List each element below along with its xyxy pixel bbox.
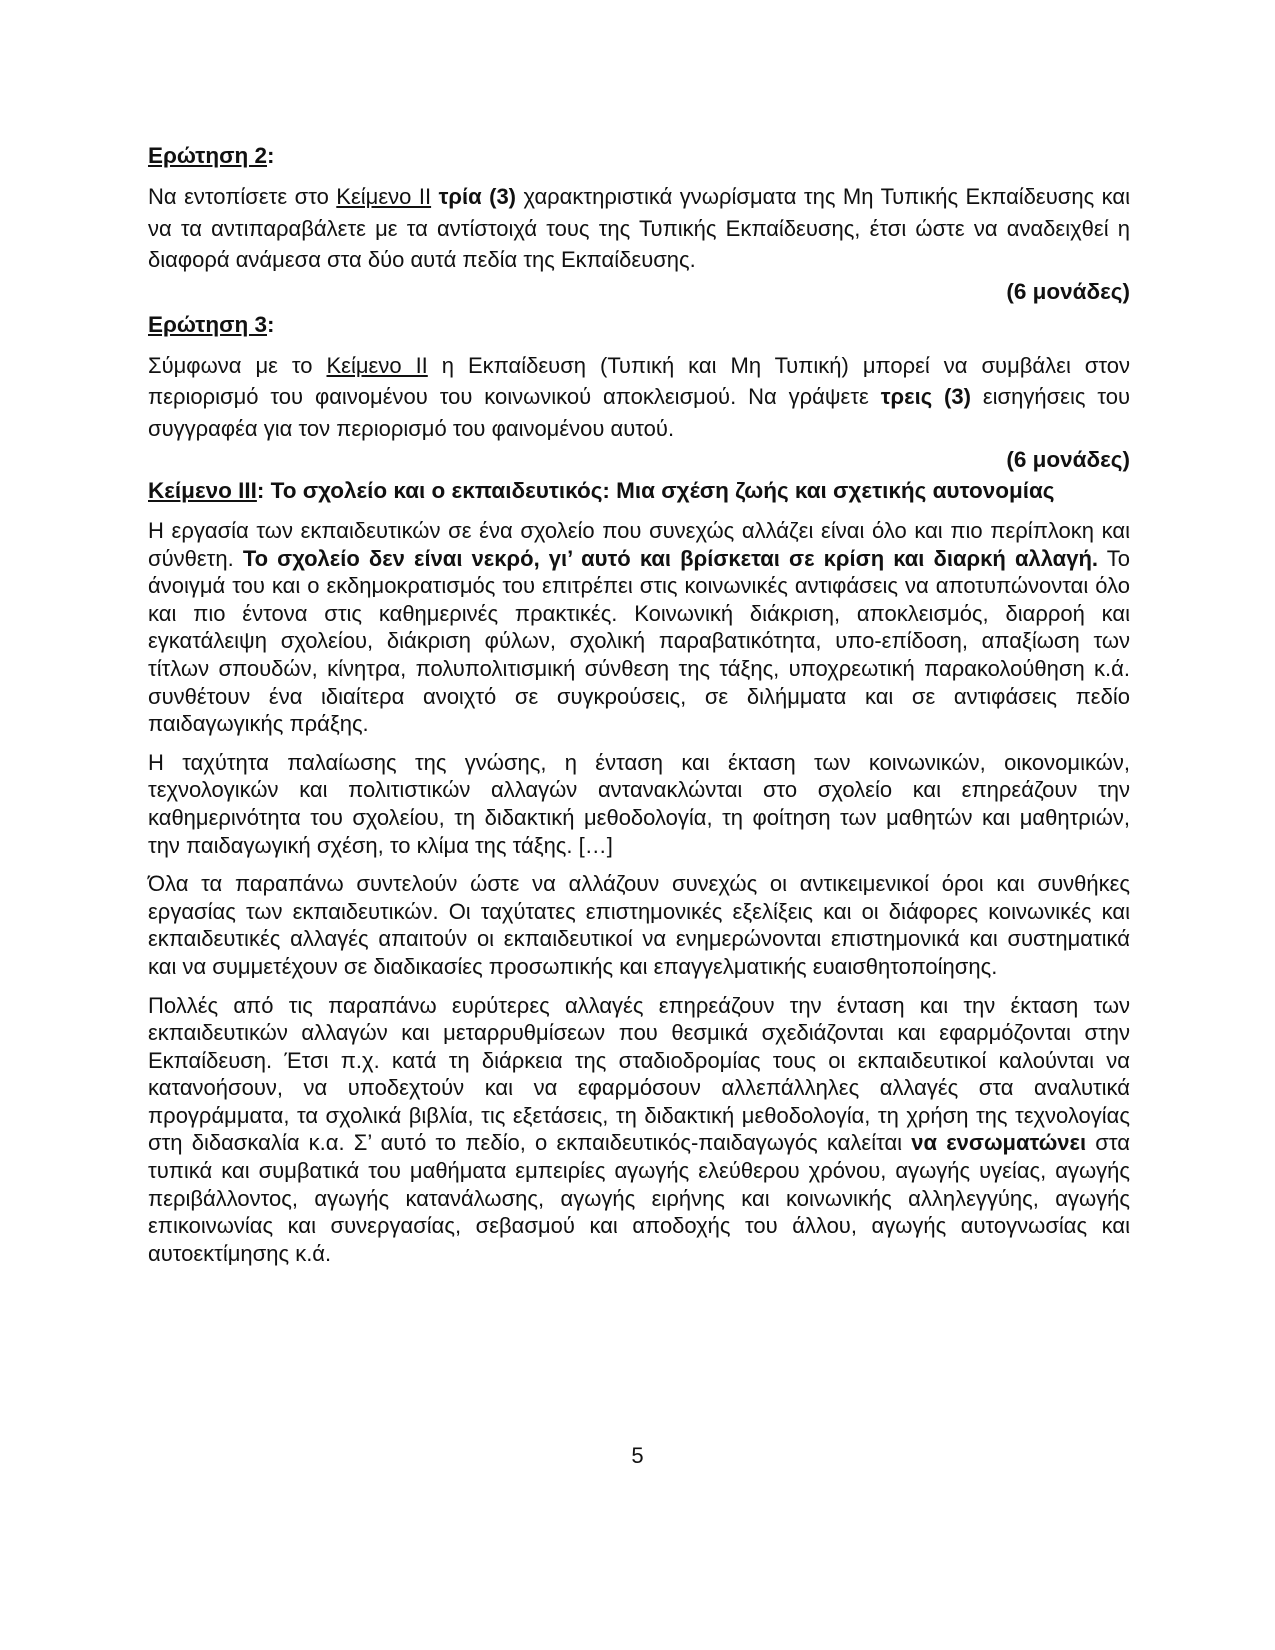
question-2-text-b [431,184,438,209]
question-2-text-bold: τρία (3) [438,184,517,209]
question-3-heading [148,309,1130,340]
text-3-paragraph-3: Όλα τα παραπάνω συντελούν ώστε να αλλάζουν συνεχώς οι αντικειμενικοί όροι και συνθήκες εργασίας των εκπαιδευτικών. Οι ταχύτατες επιστημονικές εξελίξεις και οι διάφορες κοινωνικές και εκπαιδευτικές αλλαγές απαιτούν οι εκπαιδευτικοί να ενημερώνονται επιστημονικά και συστηματικά και να συμμετέχουν σε διαδικασίες προσωπικής και επαγγελματικής ευαισθητοποίησης. [148,871,1130,979]
document-page [148,140,1130,1267]
page-number: 5 [631,1443,644,1468]
text-3-paragraph-4-a: Πολλές από τις παραπάνω ευρύτερες αλλαγές επηρεάζουν την ένταση και την έκταση των εκπαιδευτικών αλλαγών και μεταρρυθμίσεων που θεσμικά σχεδιάζονται και εφαρμόζονται στην Εκπαίδευση. Έτσι π.χ. κατά τη διάρκεια της σταδιοδρομίας τους οι εκπαιδευτικοί καλούνται να κατανοήσουν, να υποδεχτούν και να εφαρμόσουν αλλεπάλληλες αλλαγές στα αναλυτικά προγράμματα, τα σχολικά βιβλία, τις εξετάσεις, τη διδακτική μεθοδολογία, τη χρήση της τεχνολογίας στη διδασκαλία κ.α. Σ’ αυτό το πεδίο, ο εκπαιδευτικός-παιδαγωγός καλείται [148,992,1130,1156]
text-3-title-text: : Το σχολείο και ο εκπαιδευτικός: Μια σχέση ζωής και σχετικής αυτονομίας [256,478,1055,503]
question-2-colon: : [267,143,275,168]
text-3-paragraph-1-b: Το άνοιγμά του και ο εκδημοκρατισμός του επιτρέπει στις κοινωνικές αντιφάσεις να αποτυπώνονται όλο και πιο έντονα στις καθημερινές πρακτικές. Κοινωνική διάκριση, αποκλεισμός, διαρροή και εγκατάλειψη σχολείου, διάκριση φύλων, σχολική παραβατικότητα, υπο-επίδοση, απαξίωση των τίτλων σπουδών, κίνητρα, πολυπολιτισμική σύνθεση της τάξης, υποχρεωτική παρακολούθηση κ.ά. συνθέτουν ένα ιδιαίτερα ανοιχτό σε συγκρούσεις, σε διλήμματα και σε αντιφάσεις πεδίο παιδαγωγικής πράξης. [148,545,1130,737]
question-2-text [148,181,1130,276]
question-3-text-bold: τρεις (3) [880,384,971,409]
text-3-paragraph-1 [148,517,1130,738]
question-2-marks: (6 μονάδες) [1006,278,1130,304]
text-3-title [148,475,1130,506]
text-3-paragraph-4 [148,992,1130,1268]
question-2-text-reference: Κείμενο ΙΙ [336,184,432,209]
question-3-text-reference: Κείμενο ΙΙ [326,352,428,378]
question-3-text-a: Σύμφωνα με το [148,352,327,378]
question-3-colon: : [267,311,275,337]
text-3-label: Κείμενο ΙΙΙ [148,478,257,503]
text-3-paragraph-1-a: Η εργασία των εκπαιδευτικών σε ένα σχολείο που συνεχώς αλλάζει είναι όλο και πιο περίπλοκη και σύνθετη. [148,518,1130,571]
question-2-label: Ερώτηση 2 [148,143,267,168]
question-3-text [148,350,1130,445]
question-3-text-b: η Εκπαίδευση (Τυπική και Μη Τυπική) μπορεί να συμβάλει στον περιορισμό του φαινομένου του κοινωνικού αποκλεισμού. Να γράψετε [148,352,1130,409]
question-2-text-a: Να εντοπίσετε στο [148,184,337,209]
text-3-paragraph-1-bold: Το σχολείο δεν είναι νεκρό, γι’ αυτό και βρίσκεται σε κρίση και διαρκή αλλαγή. [242,545,1098,571]
question-2-text-c: χαρακτηριστικά γνωρίσματα της Μη Τυπικής Εκπαίδευσης και να τα αντιπαραβάλετε με τα αντίστοιχά τους της Τυπικής Εκπαίδευσης, έτσι ώστε να αναδειχθεί η διαφορά ανάμεσα στα δύο αυτά πεδία της Εκπαίδευσης. [148,184,1130,272]
question-3-marks: (6 μονάδες) [1006,447,1130,472]
question-3-label: Ερώτηση 3 [148,311,267,337]
text-3-paragraph-4-bold: να ενσωματώνει [911,1130,1087,1156]
text-3-paragraph-2: Η ταχύτητα παλαίωσης της γνώσης, η ένταση και έκταση των κοινωνικών, οικονομικών, τεχνολογικών και πολιτιστικών αλλαγών αντανακλώνται στο σχολείο και επηρεάζουν την καθημερινότητα του σχολείου, τη διδακτική μεθοδολογία, τη φοίτηση των μαθητών και μαθητριών, την παιδαγωγική σχέση, το κλίμα της τάξης. […] [148,749,1130,858]
question-2-heading [148,140,1130,171]
question-3-text-c: εισηγήσεις του συγγραφέα για τον περιορισμό του φαινομένου αυτού. [148,384,1130,441]
text-3-paragraph-4-b: στα τυπικά και συμβατικά του μαθήματα εμπειρίες αγωγής ελεύθερου χρόνου, αγωγής υγείας, αγωγής περιβάλλοντος, αγωγής κατανάλωσης, αγωγής ειρήνης και κοινωνικής αλληλεγγύης, αγωγής επικοινωνίας και συνεργασίας, σεβασμού και αποδοχής του άλλου, αγωγής αυτογνωσίας και αυτοεκτίμησης κ.ά. [148,1130,1130,1266]
